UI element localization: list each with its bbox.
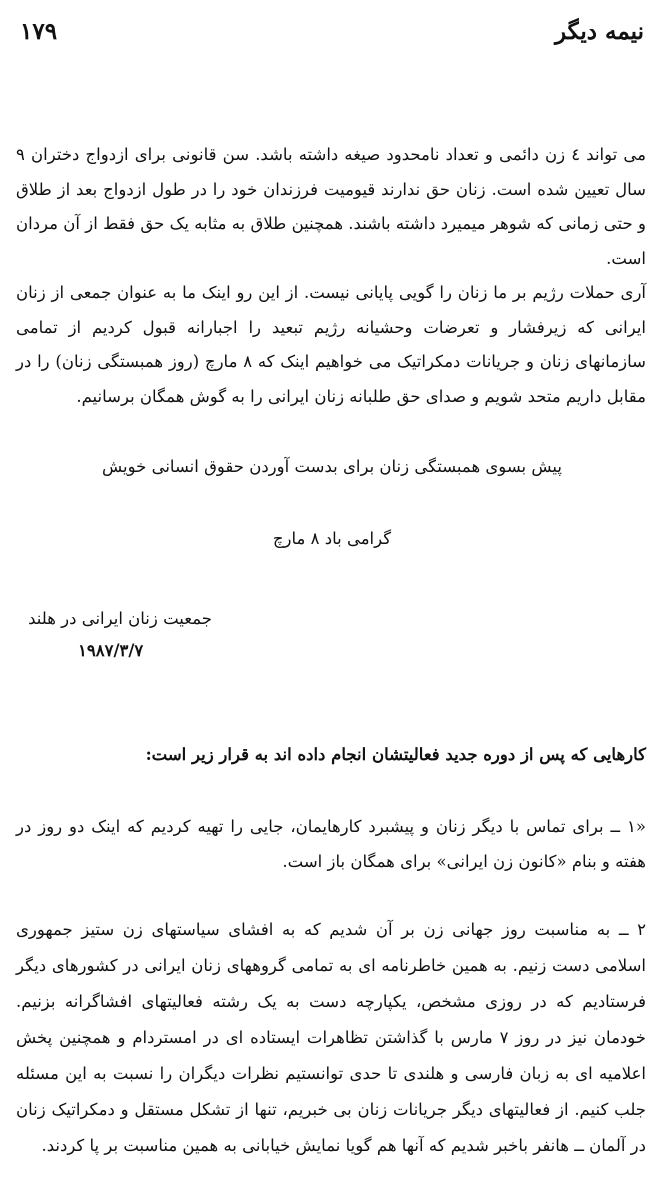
running-title: نیمه دیگر	[554, 18, 644, 45]
activities-intro-text: کارهایی که پس از دوره جدید فعالیتشان انجام داده اند به قرار زیر است:	[145, 745, 646, 764]
paragraph-text: می تواند ٤ زن دائمی و تعداد نامحدود صیغه داشته باشد. سن قانونی برای ازدواج دختران ۹ سال تعیین شده است. زنان حق ندارند قیومیت فرزندان خود را در طول ازدواج بعد از طلاق و حتی زمانی که شوهر میمیرد داشته باشند. همچنین طلاق به مثابه یک حق فقط از آن مردان است.	[16, 145, 646, 268]
activity-item-1	[16, 810, 646, 879]
paragraph-text: آری حملات رژیم بر ما زنان را گویی پایانی نیست. از این رو اینک ما به عنوان جمعی از زنان ایرانی که زیرفشار و تعرضات وحشیانه رژیم تبعید را اجبارانه قبول کردیم از تمامی سازمانهای زنان و جریانات دمکراتیک می خواهیم اینک که ۸ مارچ (روز همبستگی زنان) را در مقابل داریم متحد شویم و صدای حق طلبانه زنان ایرانی را به گوش همگان برسانیم.	[16, 283, 646, 406]
signature-organization: جمعیت زنان ایرانی در هلند	[28, 609, 212, 628]
paragraph-call-to-unity	[16, 276, 646, 414]
activity-item-text: «۱ ــ برای تماس با دیگر زنان و پیشبرد کارهایمان، جایی را تهیه کردیم که اینک دو روز در هفته و بنام «کانون زن ایرانی» برای همگان باز است.	[16, 817, 646, 871]
activities-intro	[16, 738, 646, 773]
page-header	[20, 18, 644, 52]
signature-date: ۱۹۸۷/۳/۷	[78, 641, 144, 660]
paragraph-penalties	[16, 138, 646, 276]
activity-item-2	[16, 912, 646, 1164]
page-number: ۱۷۹	[20, 18, 58, 45]
activity-item-text: ۲ ــ به مناسبت روز جهانی زن بر آن شدیم که به افشای سیاستهای زن ستیز جمهوری اسلامی دست زنیم. به همین خاطرنامه ای به تمامی گروههای زنان ایرانی در کشورهای دیگر فرستادیم که در روزی مشخص، یکپارچه دست به یک رشته فعالیتهای افشاگرانه بزنیم. خودمان نیز در روز ۷ مارس با گذاشتن تظاهرات ایستاده ای در امستردام و همچنین پخش اعلامیه ای به زبان فارسی و هلندی تا حدی توانستیم نظرات دیگران را نسبت به این مسئله جلب کنیم. از فعالیتهای دیگر جریانات زنان بی خبریم، تنها از تشکل مستقل و دمکراتیک زنان در آلمان ــ هانفر باخبر شدیم که آنها هم گویا نمایش خیابانی به همین مناسبت بر پا کردند.	[16, 920, 646, 1155]
salutation: گرامی باد ۸ مارچ	[272, 529, 392, 548]
closing-line: پیش بسوی همبستگی زنان برای بدست آوردن حقوق انسانی خویش	[101, 457, 562, 476]
